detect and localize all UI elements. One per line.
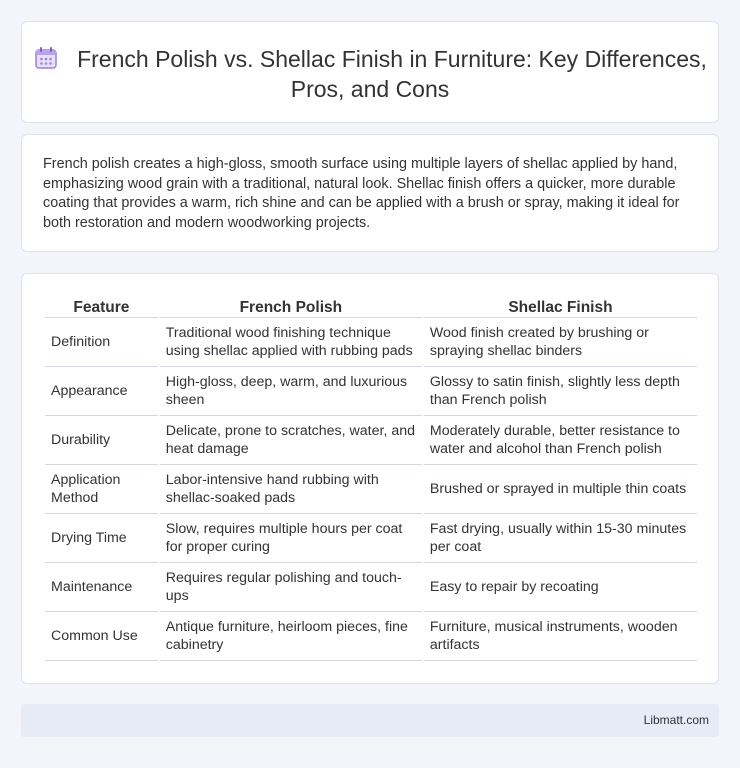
french-polish-cell: Slow, requires multiple hours per coat for proper curing	[160, 514, 422, 563]
table-row	[45, 514, 697, 563]
french-polish-cell: High-gloss, deep, warm, and luxurious sheen	[160, 367, 422, 416]
table-row	[45, 318, 697, 367]
table-row	[45, 563, 697, 612]
shellac-finish-cell: Brushed or sprayed in multiple thin coats	[424, 465, 697, 514]
table-row	[45, 465, 697, 514]
title-card	[21, 21, 719, 123]
header-french-polish: French Polish	[160, 296, 422, 318]
feature-cell: Durability	[45, 416, 158, 465]
comparison-table	[43, 296, 699, 661]
footer-site-link[interactable]: Libmatt.com	[643, 713, 709, 727]
shellac-finish-cell: Easy to repair by recoating	[424, 563, 697, 612]
table-row	[45, 612, 697, 661]
feature-cell: Application Method	[45, 465, 158, 514]
header-feature: Feature	[45, 296, 158, 318]
calendar-icon	[33, 45, 59, 71]
french-polish-cell: Labor-intensive hand rubbing with shellac-soaked pads	[160, 465, 422, 514]
table-row	[45, 367, 697, 416]
french-polish-cell: Antique furniture, heirloom pieces, fine cabinetry	[160, 612, 422, 661]
header-shellac-finish: Shellac Finish	[424, 296, 697, 318]
footer-bar	[21, 704, 719, 737]
shellac-finish-cell: Glossy to satin finish, slightly less depth than French polish	[424, 367, 697, 416]
table-header-row	[45, 296, 697, 318]
french-polish-cell: Traditional wood finishing technique using shellac applied with rubbing pads	[160, 318, 422, 367]
french-polish-cell: Delicate, prone to scratches, water, and heat damage	[160, 416, 422, 465]
comparison-card	[21, 273, 719, 684]
intro-paragraph: French polish creates a high-gloss, smooth surface using multiple layers of shellac applied by hand, emphasizing wood grain with a traditional, natural look. Shellac finish offers a quicker, more durable coating that provides a warm, rich shine and can be applied with a brush or spray, making it ideal for both restoration and modern woodworking projects.	[43, 156, 680, 231]
feature-cell: Appearance	[45, 367, 158, 416]
page-title	[22, 44, 718, 104]
shellac-finish-cell: Fast drying, usually within 15-30 minutes per coat	[424, 514, 697, 563]
table-row	[45, 416, 697, 465]
shellac-finish-cell: Moderately durable, better resistance to water and alcohol than French polish	[424, 416, 697, 465]
feature-cell: Maintenance	[45, 563, 158, 612]
shellac-finish-cell: Wood finish created by brushing or spraying shellac binders	[424, 318, 697, 367]
feature-cell: Definition	[45, 318, 158, 367]
shellac-finish-cell: Furniture, musical instruments, wooden artifacts	[424, 612, 697, 661]
intro-card	[21, 134, 719, 252]
french-polish-cell: Requires regular polishing and touch-ups	[160, 563, 422, 612]
page-title-text: French Polish vs. Shellac Finish in Furniture: Key Differences, Pros, and Cons	[77, 46, 707, 102]
feature-cell: Drying Time	[45, 514, 158, 563]
feature-cell: Common Use	[45, 612, 158, 661]
